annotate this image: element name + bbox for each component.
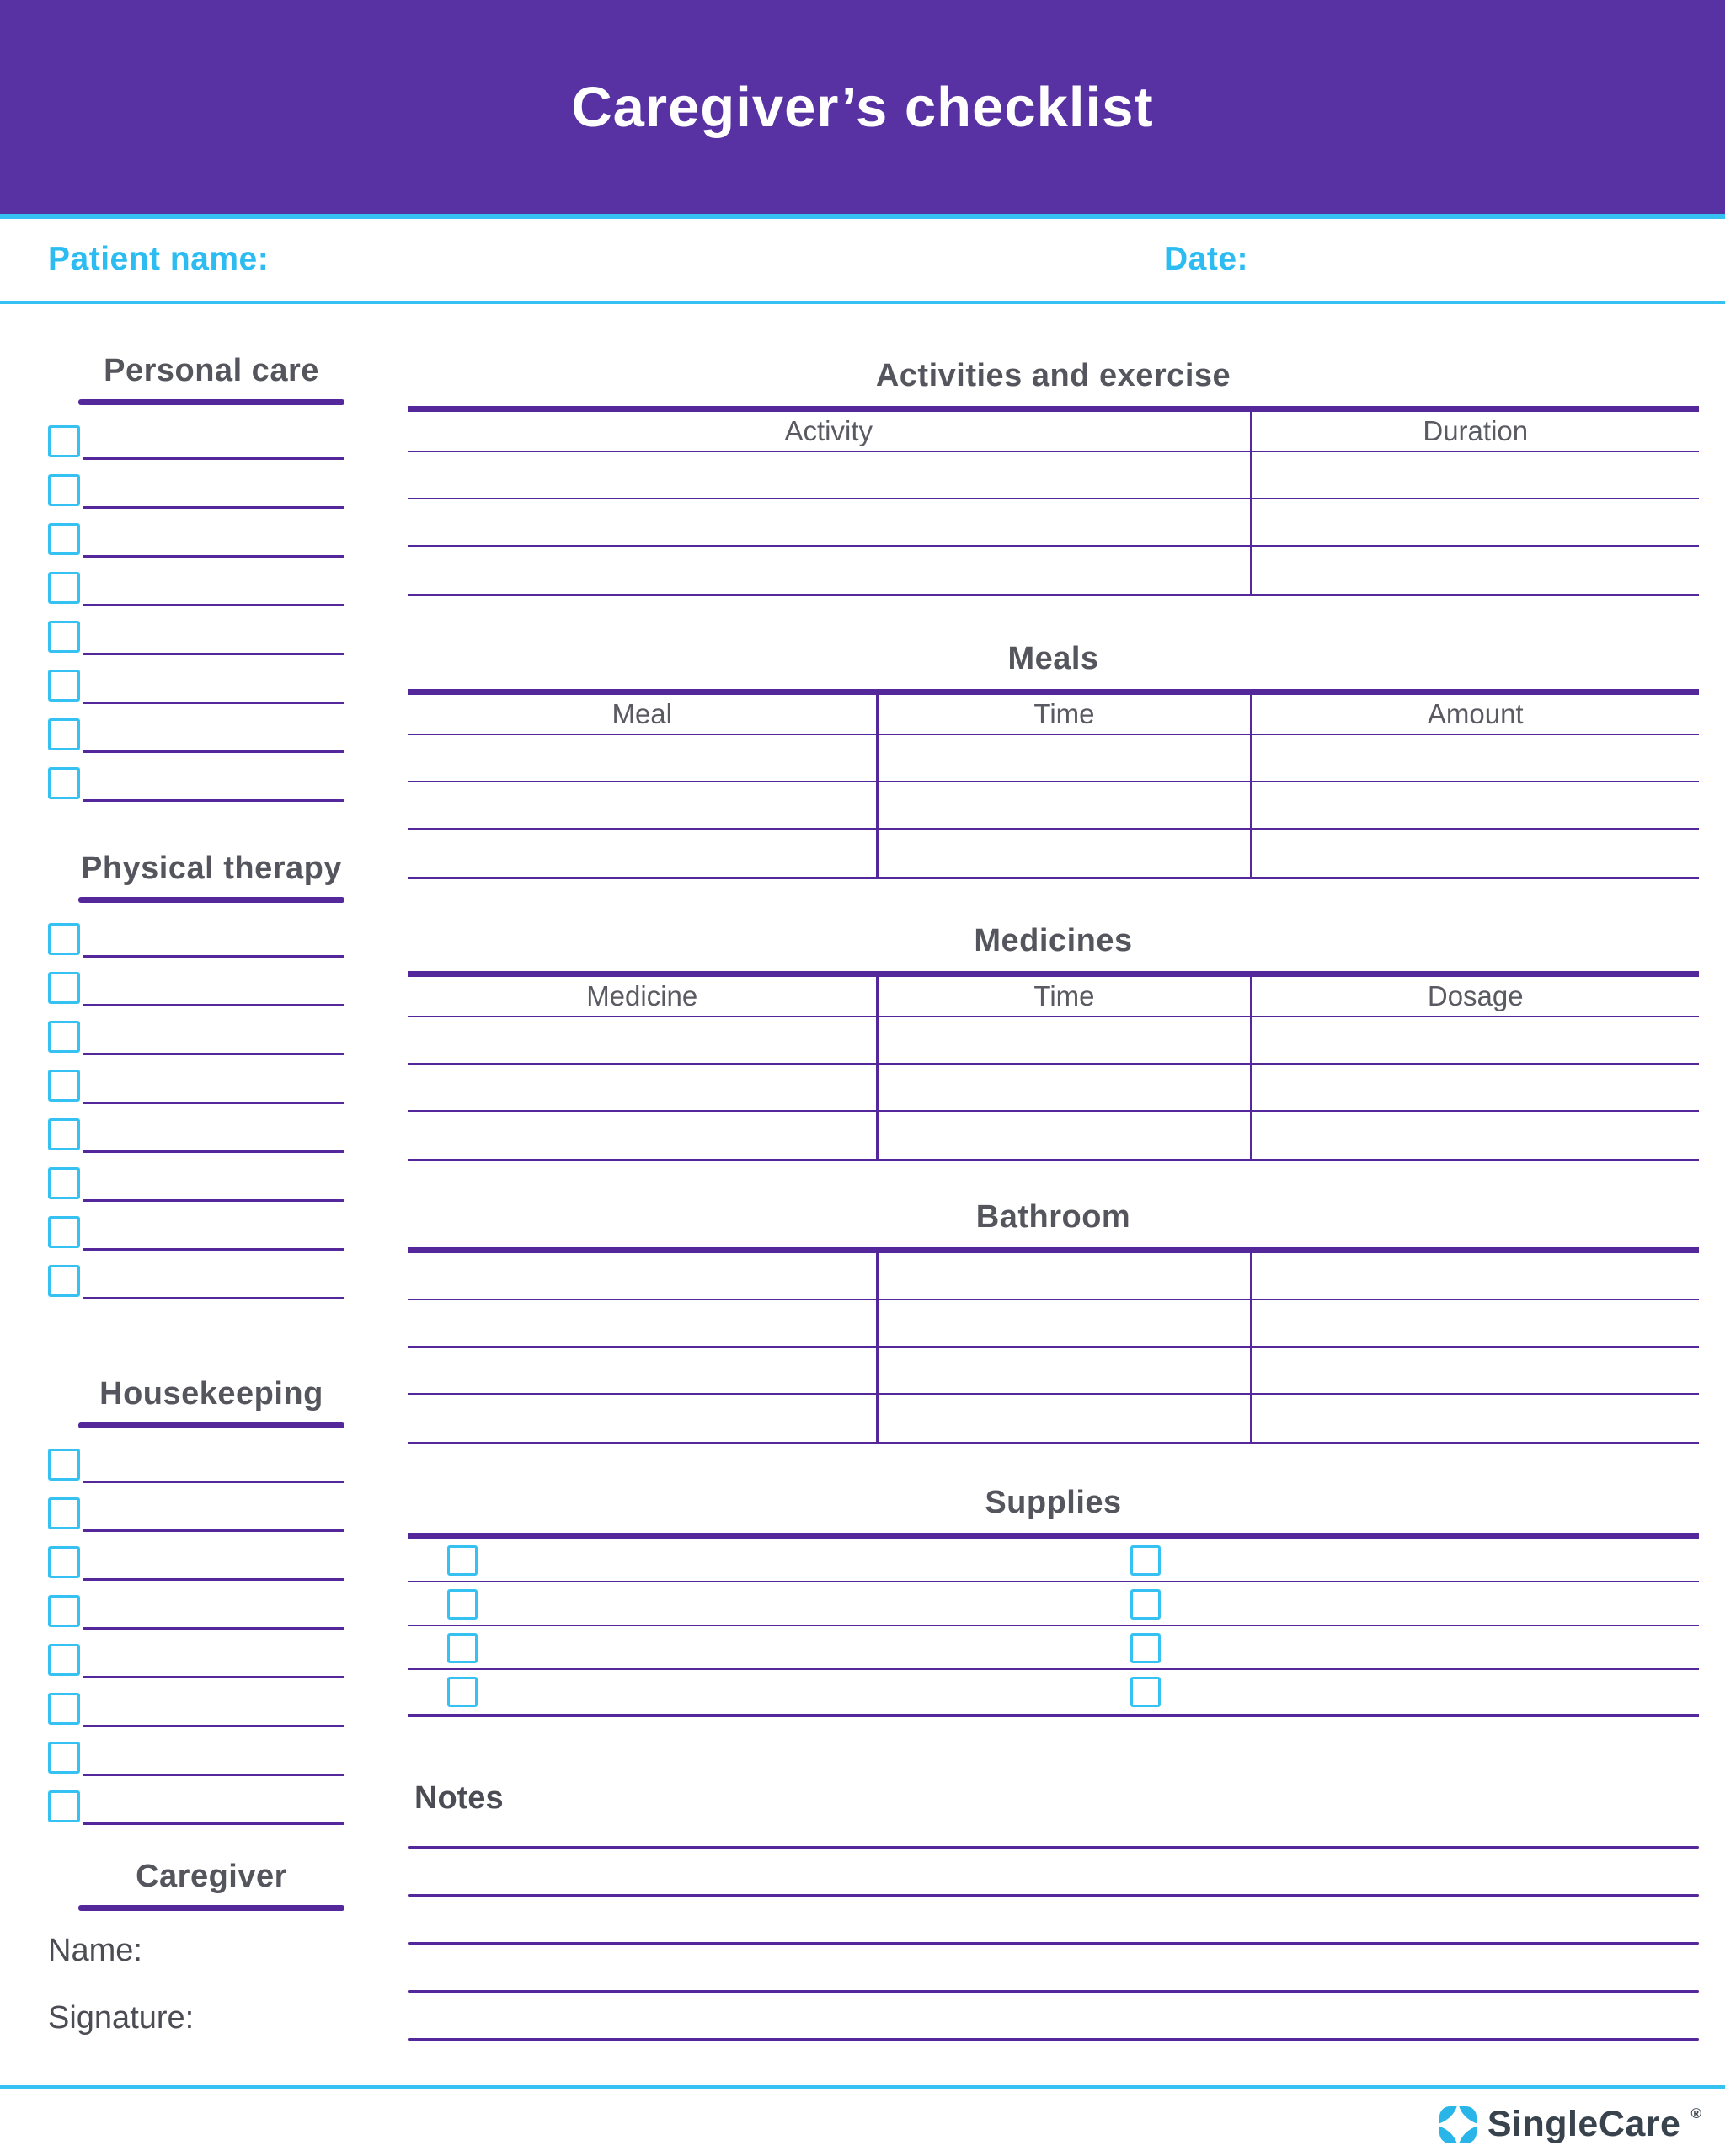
write-line	[83, 1199, 344, 1202]
section-personal-care	[48, 352, 344, 814]
table-cell	[408, 452, 1250, 498]
checklist-row	[48, 570, 344, 619]
brand-logo	[1439, 2104, 1701, 2145]
supplies-row	[408, 1670, 1699, 1714]
checklist-row	[48, 1642, 344, 1691]
checklist-rows	[48, 1447, 344, 1838]
checklist-row	[48, 1068, 344, 1117]
table-body	[408, 735, 1699, 877]
column-header: Activity	[784, 415, 873, 446]
supplies-row	[408, 1539, 1699, 1582]
table-row	[408, 499, 1699, 547]
table-body	[408, 1017, 1699, 1159]
table-cell	[876, 735, 1249, 781]
table-body	[408, 452, 1699, 594]
section-bathroom	[408, 1198, 1699, 1444]
checkbox[interactable]	[1130, 1545, 1161, 1576]
table-cell	[408, 782, 876, 828]
table-cell	[1250, 499, 1699, 545]
table-row	[408, 1300, 1699, 1348]
checkbox[interactable]	[48, 670, 80, 702]
checkbox[interactable]	[48, 1742, 80, 1774]
table-cell	[408, 735, 876, 781]
write-line	[83, 702, 344, 704]
table-cell	[1250, 452, 1699, 498]
section-notes	[408, 1780, 1699, 2041]
write-line	[83, 1053, 344, 1055]
table-cell	[1250, 1395, 1699, 1442]
section-title: Housekeeping	[99, 1376, 323, 1412]
checklist-row	[48, 668, 344, 717]
column-header: Meal	[611, 698, 672, 729]
checkbox[interactable]	[1130, 1633, 1161, 1663]
write-line	[408, 1846, 1699, 1849]
write-line	[83, 506, 344, 509]
checkbox[interactable]	[48, 1644, 80, 1676]
checkbox[interactable]	[48, 1497, 80, 1529]
supplies-rows	[408, 1539, 1699, 1714]
checklist-row	[48, 1263, 344, 1312]
bathroom-table	[408, 1247, 1699, 1444]
checklist-row	[48, 1117, 344, 1166]
section-housekeeping	[48, 1375, 344, 1838]
checklist-row	[48, 970, 344, 1019]
table-cell	[408, 830, 876, 877]
write-line	[408, 1990, 1699, 1993]
table-cell	[408, 1065, 876, 1110]
checkbox[interactable]	[447, 1677, 478, 1707]
section-title: Caregiver	[136, 1859, 287, 1894]
section-activities	[408, 357, 1699, 596]
table-body	[408, 1253, 1699, 1442]
table-row	[408, 1253, 1699, 1300]
supplies-row	[408, 1626, 1699, 1670]
checklist-row	[48, 1691, 344, 1740]
column-header: Time	[876, 695, 1249, 734]
table-row	[408, 735, 1699, 782]
table-row	[408, 547, 1699, 594]
write-line	[83, 1248, 344, 1251]
table-cell	[1250, 1017, 1699, 1063]
checkbox[interactable]	[1130, 1589, 1161, 1620]
write-line	[408, 1942, 1699, 1945]
section-physical-therapy	[48, 850, 344, 1312]
table-row	[408, 1348, 1699, 1395]
section-underline	[78, 1905, 344, 1911]
write-line	[83, 1725, 344, 1727]
left-column	[48, 352, 344, 2037]
checkbox[interactable]	[48, 718, 80, 750]
checklist-row	[48, 1166, 344, 1214]
checklist-row	[48, 1019, 344, 1068]
table-row	[408, 1017, 1699, 1065]
table-header-row	[408, 695, 1699, 735]
column-header: Duration	[1250, 412, 1699, 451]
section-caregiver	[48, 1858, 344, 2037]
checkbox[interactable]	[48, 923, 80, 955]
patient-bar-divider	[0, 301, 1725, 304]
table-cell	[876, 1395, 1249, 1442]
footer-divider	[0, 2085, 1725, 2089]
section-title: Supplies	[985, 1485, 1122, 1520]
checklist-row	[48, 619, 344, 668]
checkbox[interactable]	[48, 1167, 80, 1199]
table-row	[408, 830, 1699, 877]
section-underline	[78, 399, 344, 405]
checklist-row	[48, 1593, 344, 1642]
table-cell	[1250, 1112, 1699, 1159]
table-cell	[408, 547, 1250, 594]
table-cell	[876, 1112, 1249, 1159]
checkbox[interactable]	[1130, 1677, 1161, 1707]
medicines-table	[408, 971, 1699, 1161]
checklist-row	[48, 1214, 344, 1263]
table-cell	[408, 1253, 876, 1299]
checklist-row	[48, 1789, 344, 1838]
page-header	[0, 0, 1725, 214]
table-cell	[1250, 735, 1699, 781]
write-line	[83, 750, 344, 753]
meals-table	[408, 689, 1699, 879]
checklist-row	[48, 1740, 344, 1789]
caregiver-signature-label: Signature:	[48, 2000, 195, 2036]
write-line	[83, 1627, 344, 1630]
supplies-row	[408, 1582, 1699, 1626]
table-row	[408, 1112, 1699, 1159]
checklist-row	[48, 766, 344, 814]
table-cell	[876, 1017, 1249, 1063]
write-line	[83, 604, 344, 606]
checkbox[interactable]	[48, 1546, 80, 1578]
write-line	[83, 1822, 344, 1825]
right-column	[408, 357, 1699, 2086]
singlecare-icon	[1439, 2105, 1477, 2144]
section-underline	[78, 897, 344, 903]
checkbox[interactable]	[48, 1118, 80, 1150]
checkbox[interactable]	[48, 1595, 80, 1627]
write-line	[83, 1004, 344, 1006]
table-row	[408, 452, 1699, 499]
checkbox[interactable]	[48, 1265, 80, 1297]
write-line	[83, 1529, 344, 1532]
section-medicines	[408, 922, 1699, 1161]
table-cell	[1250, 782, 1699, 828]
table-cell	[876, 1300, 1249, 1346]
table-cell	[408, 1112, 876, 1159]
write-line	[408, 1894, 1699, 1897]
caregiver-name-label: Name:	[48, 1933, 142, 1968]
checkbox[interactable]	[48, 1070, 80, 1102]
checkbox[interactable]	[48, 621, 80, 653]
write-line	[83, 555, 344, 558]
checkbox[interactable]	[48, 1216, 80, 1248]
table-cell	[1250, 1253, 1699, 1299]
write-line	[83, 1297, 344, 1299]
checklist-rows	[48, 921, 344, 1312]
supplies-table	[408, 1533, 1699, 1717]
table-cell	[1250, 1348, 1699, 1393]
table-cell	[1250, 830, 1699, 877]
table-cell	[1250, 1065, 1699, 1110]
patient-bar	[0, 219, 1725, 301]
table-header-row	[408, 977, 1699, 1017]
checklist-row	[48, 921, 344, 970]
table-cell	[876, 1348, 1249, 1393]
table-cell	[876, 782, 1249, 828]
checkbox[interactable]	[48, 523, 80, 555]
checkbox[interactable]	[48, 474, 80, 506]
registered-mark: ®	[1690, 2105, 1701, 2121]
table-cell	[1250, 1300, 1699, 1346]
notes-title: Notes	[414, 1780, 504, 1816]
section-title: Bathroom	[975, 1199, 1131, 1235]
write-line	[83, 457, 344, 460]
patient-name-label: Patient name:	[48, 241, 270, 277]
checklist-rows	[48, 424, 344, 814]
checklist-row	[48, 717, 344, 766]
checkbox[interactable]	[48, 572, 80, 604]
table-cell	[408, 1017, 876, 1063]
write-line	[83, 1481, 344, 1483]
checklist-row	[48, 521, 344, 570]
checkbox[interactable]	[48, 425, 80, 457]
date-label: Date:	[1164, 241, 1249, 277]
checklist-row	[48, 1496, 344, 1545]
table-cell	[876, 830, 1249, 877]
write-line	[83, 799, 344, 802]
table-cell	[408, 1300, 876, 1346]
section-underline	[78, 1422, 344, 1428]
notes-lines	[408, 1846, 1699, 2041]
brand-name: SingleCare	[1487, 2104, 1681, 2144]
checklist-row	[48, 472, 344, 521]
checkbox[interactable]	[447, 1633, 478, 1663]
checkbox[interactable]	[447, 1589, 478, 1620]
write-line	[83, 1676, 344, 1678]
write-line	[83, 1102, 344, 1104]
section-supplies	[408, 1484, 1699, 1717]
column-header: Time	[876, 977, 1249, 1016]
section-title: Medicines	[974, 923, 1133, 958]
table-cell	[408, 499, 1250, 545]
checkbox[interactable]	[48, 767, 80, 799]
table-cell	[1250, 547, 1699, 594]
table-header-row	[408, 412, 1699, 452]
write-line	[83, 955, 344, 958]
table-cell	[408, 1395, 876, 1442]
checkbox[interactable]	[48, 1021, 80, 1053]
checkbox[interactable]	[48, 1693, 80, 1725]
section-title: Personal care	[104, 353, 319, 388]
checkbox[interactable]	[48, 1449, 80, 1481]
activities-table	[408, 406, 1699, 596]
column-header: Medicine	[586, 980, 698, 1011]
checkbox[interactable]	[48, 1790, 80, 1822]
table-row	[408, 1065, 1699, 1112]
column-header: Dosage	[1250, 977, 1699, 1016]
table-cell	[408, 1348, 876, 1393]
section-title: Physical therapy	[80, 851, 343, 886]
checkbox[interactable]	[48, 972, 80, 1004]
write-line	[83, 653, 344, 655]
table-cell	[876, 1065, 1249, 1110]
table-row	[408, 1395, 1699, 1442]
section-title: Activities and exercise	[875, 358, 1231, 393]
table-row	[408, 782, 1699, 830]
checklist-row	[48, 1447, 344, 1496]
section-title: Meals	[1007, 641, 1099, 676]
section-meals	[408, 640, 1699, 879]
write-line	[83, 1578, 344, 1581]
page-title: Caregiver’s checklist	[571, 75, 1154, 139]
column-header: Amount	[1250, 695, 1699, 734]
checklist-row	[48, 1545, 344, 1593]
write-line	[83, 1150, 344, 1153]
checkbox[interactable]	[447, 1545, 478, 1576]
write-line	[83, 1774, 344, 1776]
checklist-row	[48, 424, 344, 472]
table-cell	[876, 1253, 1249, 1299]
write-line	[408, 2038, 1699, 2041]
